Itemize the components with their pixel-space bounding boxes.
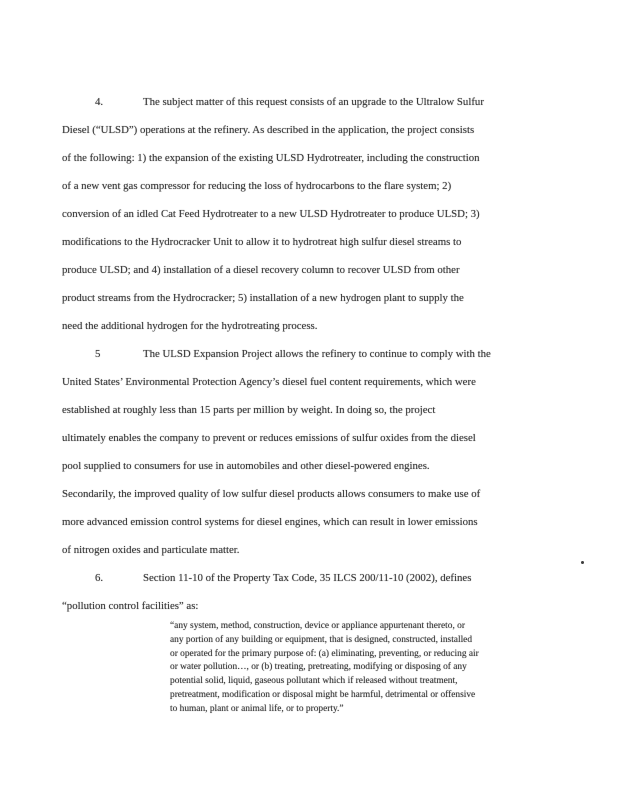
text-line: ultimately enables the company to prevent or reduces emissions of sulfur oxides from the diesel — [62, 432, 476, 444]
paragraph-first-line-text: The ULSD Expansion Project allows the refinery to continue to comply with the — [143, 348, 491, 360]
text-line: potential solid, liquid, gaseous pollutant which if released without treatment, — [170, 676, 458, 687]
text-line: Secondarily, the improved quality of low sulfur diesel products allows consumers to make use of — [62, 488, 481, 500]
text-line: established at roughly less than 15 parts per million by weight. In doing so, the project — [62, 404, 436, 416]
paragraph — [62, 340, 558, 564]
document-content — [62, 88, 558, 717]
text-line: of nitrogen oxides and particulate matter. — [62, 544, 240, 556]
text-line: need the additional hydrogen for the hydrotreating process. — [62, 320, 318, 332]
text-line: United States’ Environmental Protection Agency’s diesel fuel content requirements, which were — [62, 376, 476, 388]
text-line: “any system, method, construction, device or appliance appurtenant thereto, or — [170, 621, 465, 631]
scan-artifact-dot — [581, 561, 584, 564]
paragraph-number: 6. — [95, 572, 104, 584]
block-quote — [170, 620, 548, 717]
paragraph-number: 5 — [95, 348, 101, 360]
text-line: more advanced emission control systems for diesel engines, which can result in lower emissions — [62, 516, 478, 528]
text-line: modifications to the Hydrocracker Unit to allow it to hydrotreat high sulfur diesel streams to — [62, 236, 462, 248]
text-line: to human, plant or animal life, or to property.” — [170, 703, 344, 714]
paragraph — [62, 88, 558, 340]
text-line: conversion of an idled Cat Feed Hydrotreater to a new ULSD Hydrotreater to produce ULSD; 3) — [62, 208, 480, 220]
text-line: product streams from the Hydrocracker; 5) installation of a new hydrogen plant to supply the — [62, 292, 464, 304]
text-line: Diesel (“ULSD”) operations at the refinery. As described in the application, the project consists — [62, 124, 475, 136]
paragraph-first-line-text: Section 11-10 of the Property Tax Code, 35 ILCS 200/11-10 (2002), defines — [143, 572, 472, 584]
text-line — [62, 88, 558, 116]
paragraph-number: 4. — [95, 96, 104, 108]
text-line: pretreatment, modification or disposal might be harmful, detrimental or offensive — [170, 689, 476, 700]
text-line: of the following: 1) the expansion of the existing ULSD Hydrotreater, including the construction — [62, 152, 480, 164]
text-line: or water pollution…, or (b) treating, pretreating, modifying or disposing of any — [170, 662, 467, 673]
paragraph — [62, 564, 558, 620]
text-line: or operated for the primary purpose of: (a) eliminating, preventing, or reducing air — [170, 648, 479, 659]
text-line: produce ULSD; and 4) installation of a diesel recovery column to recover ULSD from other — [62, 264, 460, 276]
text-line: pool supplied to consumers for use in automobiles and other diesel-powered engines. — [62, 460, 430, 472]
text-line — [62, 340, 558, 368]
text-line — [62, 564, 558, 592]
text-line: of a new vent gas compressor for reducing the loss of hydrocarbons to the flare system; 2) — [62, 180, 452, 192]
paragraph-first-line-text: The subject matter of this request consists of an upgrade to the Ultralow Sulfur — [143, 96, 484, 108]
text-line: “pollution control facilities” as: — [62, 600, 199, 612]
text-line: any portion of any building or equipment, that is designed, constructed, installed — [170, 634, 473, 645]
